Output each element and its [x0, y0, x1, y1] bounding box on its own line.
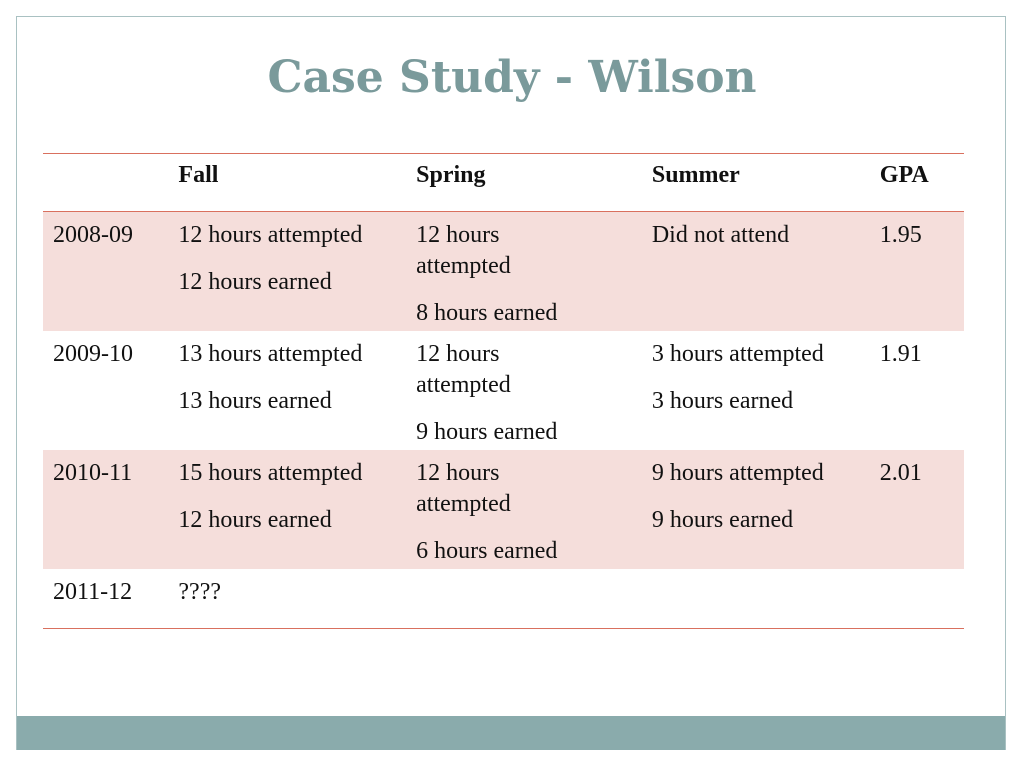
fall-attempted: 12 hours attempted [178, 222, 363, 248]
spring-cell [416, 212, 652, 331]
summer-cell [652, 569, 880, 629]
year-cell: 2011-12 [53, 578, 133, 605]
spring-attempted: 12 hours attempted [416, 459, 511, 517]
table-row [43, 450, 964, 569]
summer-attempted: 9 hours attempted [651, 459, 824, 486]
table-row [43, 331, 964, 450]
spring-cell [416, 450, 652, 569]
gpa-cell: 2.01 [879, 459, 922, 486]
spring-cell [416, 569, 652, 629]
header-year [43, 154, 178, 212]
case-study-table [43, 153, 964, 629]
spring-earned: 9 hours earned [416, 418, 558, 445]
header-summer: Summer [651, 162, 740, 188]
footer-band [17, 716, 1005, 750]
summer-attempted: 3 hours attempted [651, 340, 824, 367]
fall-cell [178, 450, 416, 569]
table-row [43, 569, 964, 629]
table-row [43, 212, 964, 331]
fall-earned: 12 hours earned [178, 269, 332, 295]
gpa-cell: 1.91 [879, 340, 922, 367]
summer-cell [652, 212, 880, 331]
fall-attempted: 15 hours attempted [178, 459, 363, 486]
spring-attempted: 12 hours attempted [416, 340, 511, 398]
summer-cell [652, 450, 880, 569]
spring-attempted: 12 hours attempted [416, 222, 511, 279]
summer-status: Did not attend [651, 222, 790, 248]
header-spring: Spring [416, 162, 486, 188]
header-fall: Fall [178, 162, 219, 188]
gpa-cell [880, 569, 964, 629]
fall-cell [178, 331, 416, 450]
summer-earned: 9 hours earned [651, 506, 794, 533]
summer-earned: 3 hours earned [651, 387, 794, 414]
fall-attempted: 13 hours attempted [178, 340, 363, 367]
table-header-row [43, 154, 964, 212]
fall-cell [178, 212, 416, 331]
fall-cell: ???? [178, 578, 222, 605]
spring-earned: 8 hours earned [416, 300, 558, 326]
summer-cell [652, 331, 880, 450]
year-cell: 2008-09 [53, 222, 133, 248]
fall-earned: 13 hours earned [178, 387, 332, 414]
spring-cell [416, 331, 652, 450]
gpa-cell: 1.95 [879, 222, 922, 248]
header-gpa: GPA [879, 162, 929, 188]
year-cell: 2009-10 [53, 340, 133, 367]
fall-earned: 12 hours earned [178, 506, 332, 533]
year-cell: 2010-11 [53, 459, 133, 486]
spring-earned: 6 hours earned [416, 537, 558, 564]
slide-title: Case Study - Wilson [267, 52, 757, 103]
